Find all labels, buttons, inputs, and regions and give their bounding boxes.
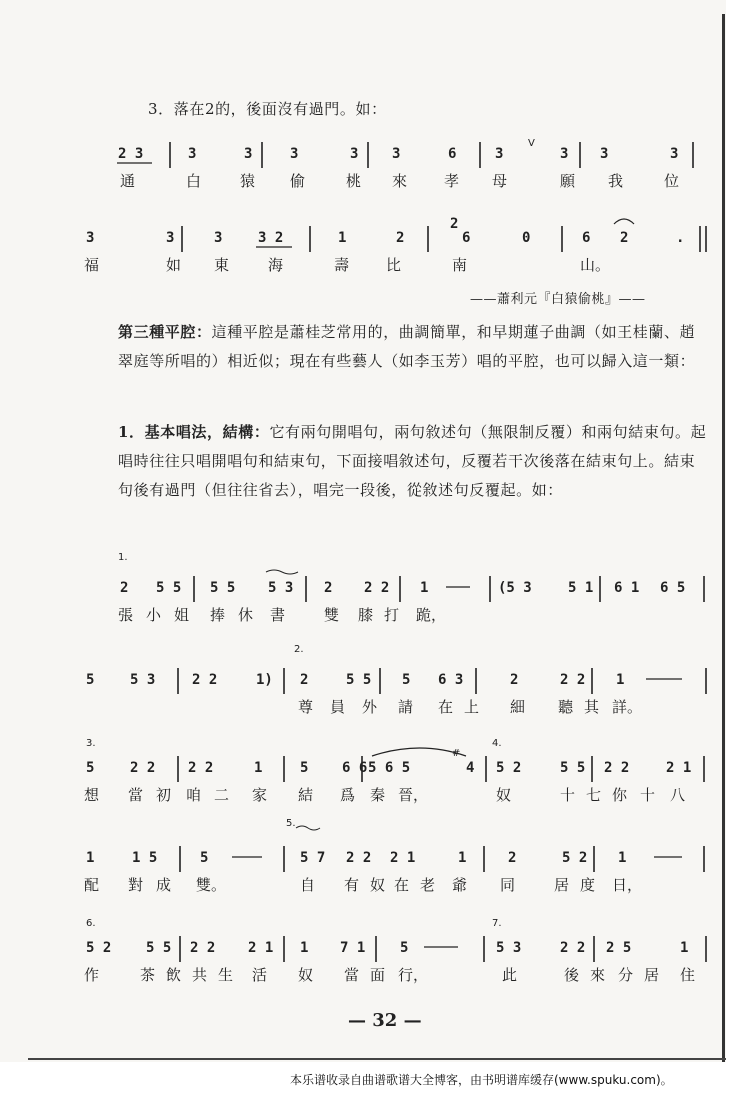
svg-text:5: 5 [86,760,95,776]
svg-text:初: 初 [156,786,172,804]
svg-text:3: 3 [495,146,504,162]
svg-text:5 2: 5 2 [562,850,588,866]
svg-text:願: 願 [560,172,576,190]
svg-text:面: 面 [370,966,386,984]
svg-text:如: 如 [166,256,182,274]
svg-text:上: 上 [464,698,480,716]
svg-text:3: 3 [392,146,401,162]
svg-text:孝: 孝 [444,172,460,190]
svg-text:1: 1 [618,850,627,866]
svg-text:十: 十 [640,786,656,804]
svg-text:你: 你 [612,786,628,804]
paragraph-text: 它有兩句開唱句，兩句敘述句（無限制反覆）和兩句結束句。起唱時往往只唱開唱句和結束句，下面接唱敘述句，反覆若干次後落在結束句上。結束句後有過門（但往往省去），唱完一段後，從敘述句反覆起。如： [118,423,707,499]
svg-text:老: 老 [420,876,436,894]
svg-text:成: 成 [156,876,172,894]
svg-text:5 2: 5 2 [496,760,522,776]
svg-text:2: 2 [450,216,459,232]
svg-text:偷: 偷 [290,172,306,190]
svg-text:#: # [452,748,461,759]
svg-text:3 2: 3 2 [258,230,284,246]
svg-text:3.: 3. [86,738,96,749]
svg-text:爲: 爲 [340,786,356,804]
svg-text:5 5: 5 5 [156,580,182,596]
svg-text:3: 3 [350,146,359,162]
svg-text:6 6: 6 6 [342,760,368,776]
svg-text:我: 我 [608,172,624,190]
svg-text:2 2: 2 2 [364,580,390,596]
svg-text:咱: 咱 [186,786,202,804]
svg-text:2: 2 [510,672,519,688]
paragraph-label: 第三種平腔： [118,323,212,341]
svg-text:2 2: 2 2 [130,760,156,776]
system-6 [84,818,704,894]
svg-text:居: 居 [554,876,570,894]
svg-text:配: 配 [84,876,100,894]
paragraph-third-style [118,318,710,376]
svg-text:5 5: 5 5 [346,672,372,688]
svg-text:2: 2 [620,230,629,246]
system-1 [117,138,693,190]
system-7 [84,918,706,984]
svg-text:2 2: 2 2 [604,760,630,776]
source-footer: 本乐谱收录自曲谱歌谱大全博客，由书明谱库缓存(www.spuku.com)。 [290,1073,673,1087]
svg-text:日，: 日， [612,876,643,894]
svg-text:2: 2 [508,850,517,866]
svg-text:居: 居 [644,966,660,984]
svg-text:6: 6 [462,230,471,246]
svg-text:1: 1 [680,940,689,956]
svg-text:自: 自 [300,876,316,894]
svg-text:山。: 山。 [580,256,611,274]
svg-text:1: 1 [458,850,467,866]
svg-text:福: 福 [84,256,100,274]
svg-text:聽: 聽 [558,698,574,716]
svg-text:共: 共 [192,966,208,984]
system-2 [84,216,706,274]
system-4 [86,644,706,716]
svg-text:在: 在 [438,698,454,716]
svg-text:5 1: 5 1 [568,580,594,596]
paragraph-label: 1．基本唱法，結構： [118,423,270,441]
svg-text:海: 海 [268,256,284,274]
svg-text:膝: 膝 [358,606,374,624]
lyrics-line-2 [84,256,610,274]
svg-text:1 5: 1 5 [132,850,158,866]
svg-text:奴: 奴 [496,786,512,804]
svg-text:飲: 飲 [166,966,182,984]
svg-text:.: . [676,230,685,246]
svg-text:活: 活 [252,966,268,984]
svg-text:同: 同 [500,876,516,894]
svg-text:奴: 奴 [370,876,386,894]
svg-text:晉，: 晉， [398,786,429,804]
svg-text:3: 3 [600,146,609,162]
svg-text:捧: 捧 [210,606,226,624]
svg-text:後: 後 [564,966,580,984]
svg-text:奴: 奴 [298,966,314,984]
svg-text:5.: 5. [286,818,296,829]
svg-text:5 3: 5 3 [496,940,522,956]
svg-text:外: 外 [362,698,378,716]
svg-text:當: 當 [128,786,144,804]
lyrics-line-3 [118,606,446,624]
svg-text:7 1: 7 1 [340,940,366,956]
lyrics-line-6 [84,876,642,894]
svg-text:張: 張 [118,606,134,624]
svg-text:5 5: 5 5 [210,580,236,596]
svg-text:2 2: 2 2 [560,940,586,956]
svg-text:有: 有 [344,876,360,894]
svg-text:2 2: 2 2 [560,672,586,688]
svg-text:5 2: 5 2 [86,940,112,956]
page-number: — 32 — [348,1010,422,1031]
svg-text:休: 休 [238,606,254,624]
svg-text:5: 5 [402,672,411,688]
svg-text:度: 度 [580,876,596,894]
svg-text:生: 生 [218,966,234,984]
svg-text:6.: 6. [86,918,96,929]
svg-text:1): 1) [256,672,273,688]
svg-text:1: 1 [300,940,309,956]
svg-text:此: 此 [502,966,518,984]
section-heading: 3．落在2的，後面沒有過門。如： [148,100,387,118]
svg-text:打: 打 [384,606,400,624]
svg-text:3: 3 [214,230,223,246]
svg-text:3: 3 [86,230,95,246]
svg-text:2 1: 2 1 [666,760,692,776]
svg-text:3: 3 [244,146,253,162]
svg-text:1: 1 [254,760,263,776]
svg-text:來: 來 [392,172,408,190]
svg-text:2 1: 2 1 [390,850,416,866]
svg-text:通: 通 [120,172,136,190]
svg-text:作: 作 [84,966,100,984]
svg-text:位: 位 [664,172,680,190]
svg-text:6 3: 6 3 [438,672,464,688]
svg-text:5: 5 [400,940,409,956]
svg-text:5: 5 [86,672,95,688]
svg-text:5 5: 5 5 [146,940,172,956]
svg-text:茶: 茶 [140,966,156,984]
svg-text:壽: 壽 [334,256,350,274]
svg-text:5: 5 [200,850,209,866]
svg-text:猿: 猿 [240,172,256,190]
svg-text:2: 2 [120,580,129,596]
svg-text:南: 南 [452,256,468,274]
svg-text:4.: 4. [492,738,502,749]
lyrics-line-4 [298,698,642,716]
svg-text:分: 分 [618,966,634,984]
svg-text:4: 4 [466,760,475,776]
svg-text:2.: 2. [294,644,304,655]
svg-text:5: 5 [300,760,309,776]
svg-text:2 2: 2 2 [190,940,216,956]
system-5 [84,738,704,804]
paragraph-text: 這種平腔是蕭桂芝常用的，曲調簡單，和早期蓮子曲調（如王桂蘭、趙翠庭等所唱的）相近似；現在有些藝人（如李玉芳）唱的平腔，也可以歸入這一類： [118,323,696,370]
song-attribution: ——蕭利元『白猿偷桃』—— [470,292,646,307]
svg-text:其: 其 [584,698,600,716]
svg-text:5 5: 5 5 [560,760,586,776]
svg-text:詳。: 詳。 [612,698,643,716]
svg-text:書: 書 [270,606,286,624]
svg-text:來: 來 [590,966,606,984]
svg-text:住: 住 [680,966,696,984]
svg-text:1: 1 [616,672,625,688]
svg-text:員: 員 [330,698,346,716]
svg-text:雙: 雙 [324,606,340,624]
svg-text:尊: 尊 [298,698,314,716]
svg-text:2 1: 2 1 [248,940,274,956]
svg-text:2 3: 2 3 [118,146,144,162]
svg-text:七: 七 [586,786,602,804]
svg-text:東: 東 [214,256,230,274]
svg-text:小: 小 [146,606,162,624]
svg-text:結: 結 [298,786,314,804]
svg-text:請: 請 [398,698,414,716]
svg-text:2: 2 [324,580,333,596]
svg-text:5 6 5: 5 6 5 [368,760,411,776]
svg-text:2 5: 2 5 [606,940,632,956]
svg-text:7.: 7. [492,918,502,929]
svg-text:1: 1 [86,850,95,866]
svg-text:5 3: 5 3 [130,672,156,688]
svg-text:2: 2 [300,672,309,688]
svg-text:2 2: 2 2 [188,760,214,776]
svg-text:1: 1 [420,580,429,596]
lyrics-line-1 [120,172,679,190]
svg-text:6: 6 [582,230,591,246]
svg-text:6 1: 6 1 [614,580,640,596]
svg-text:細: 細 [510,698,526,716]
svg-text:爺: 爺 [452,876,468,894]
svg-text:5 3: 5 3 [268,580,294,596]
svg-text:2 2: 2 2 [346,850,372,866]
svg-text:1: 1 [338,230,347,246]
svg-text:對: 對 [128,876,144,894]
svg-text:在: 在 [394,876,410,894]
svg-text:3: 3 [166,230,175,246]
svg-text:6: 6 [448,146,457,162]
svg-text:6 5: 6 5 [660,580,686,596]
svg-text:(5 3: (5 3 [498,580,532,596]
svg-text:家: 家 [252,786,268,804]
svg-text:3: 3 [560,146,569,162]
svg-text:0: 0 [522,230,531,246]
svg-text:3: 3 [670,146,679,162]
svg-text:當: 當 [344,966,360,984]
system-3 [118,552,704,624]
svg-text:跪，: 跪， [416,606,447,624]
svg-text:十: 十 [560,786,576,804]
svg-text:2: 2 [396,230,405,246]
svg-text:5 7: 5 7 [300,850,326,866]
lyrics-line-5 [84,786,685,804]
svg-text:白: 白 [186,172,202,190]
svg-text:姐: 姐 [174,606,190,624]
svg-text:行，: 行， [398,966,429,984]
svg-text:雙。: 雙。 [196,876,227,894]
svg-text:3: 3 [188,146,197,162]
svg-text:秦: 秦 [370,786,386,804]
svg-text:V: V [528,138,535,149]
svg-text:桃: 桃 [346,172,362,190]
svg-text:想: 想 [84,786,100,804]
svg-text:3: 3 [290,146,299,162]
svg-text:比: 比 [386,256,402,274]
svg-text:2 2: 2 2 [192,672,218,688]
svg-text:1.: 1. [118,552,128,563]
svg-text:八: 八 [670,786,686,804]
svg-text:二: 二 [214,786,230,804]
svg-text:母: 母 [492,172,508,190]
lyrics-line-7 [84,966,695,984]
paragraph-basic-structure [118,418,710,505]
